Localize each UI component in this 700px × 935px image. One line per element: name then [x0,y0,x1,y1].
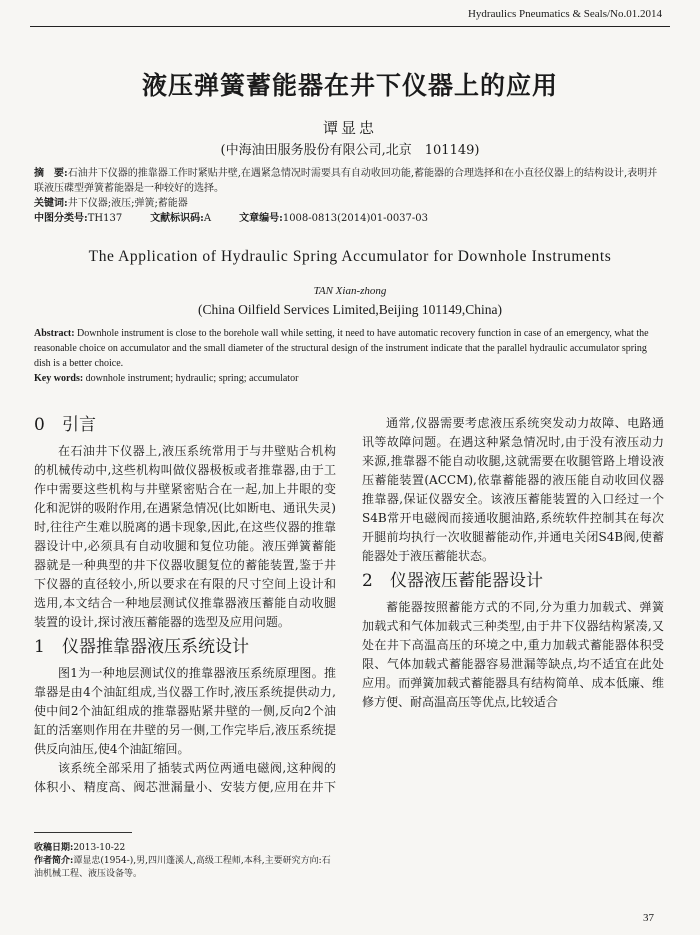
document-code [150,211,211,226]
received-date [34,842,336,855]
affiliation-english: (China Oilfield Services Limited,Beijing 101149,China) [198,302,502,317]
author-chinese: 谭显忠 [322,119,377,137]
section-1-paragraph-3: 通常,仪器需要考虑液压系统突发动力故障、电路通讯等故障问题。在遇这种紧急情况时,由于没有液压动力来源,推靠器不能自动收腿,这就需要在收腿管路上增设液压蓄能装置(ACCM),依靠蓄能器的液压能自动收回仪器推靠器,保证仪器安全。该液压蓄能装置的入口经过一个S4B常开电磁阀而接通收腿油路,系统软件控制其在每次开腿前均执行一次收腿蓄能动作,并通电关闭S4B阀,使蓄能器处于液压蓄能状态。 [362,416,664,563]
title-chinese: 液压弹簧蓄能器在井下仪器上的应用 [141,71,558,100]
left-column [34,412,336,797]
classification-line [34,211,664,226]
running-head: Hydraulics Pneumatics & Seals/No.01.2014 [467,8,662,20]
keywords-cn: 井下仪器;液压;弹簧;蓄能器 [67,198,188,209]
footnote [34,842,336,881]
article-no-value: 1008-0813(2014)01-0037-03 [282,213,429,224]
section-0-paragraph: 在石油井下仪器上,液压系统常用于与井壁贴合机构的机械传动中,这些机构叫做仪器极板或者推靠器,由于工作中需要这些机构与井壁紧密贴合在一起,加上井眼的变化和泥饼的吸附作用,在遇紧急情况(比如断电、通讯失灵)时,往往产生难以脱离的遇卡现象,因此,在这些仪器的推靠器设计中,必须具有自动收腿和复位功能。液压弹簧蓄能器就是一种典型的井下仪器收腿复位的蓄能装置,鉴于井下仪器的直径较小,所以要求在有限的尺寸空间上设计和选用,本文结合一种地层测试仪推靠器液压蓄能自动收腿装置的设计,探讨液压蓄能器的选型及应用问题。 [34,444,336,629]
received-value: 2013-10-22 [73,843,126,853]
clc-number [34,211,122,226]
affiliation-chinese: (中海油田服务股份有限公司,北京 101149) [220,143,480,158]
received-label: 收稿日期: [34,843,74,853]
section-1-number: 1 [34,637,45,657]
section-0-title: 引言 [62,415,96,435]
keywords-en-label: Key words: [34,373,84,384]
section-1-title: 仪器推靠器液压系统设计 [62,637,249,657]
title-english: The Application of Hydraulic Spring Accumulator for Downhole Instruments [88,248,612,265]
section-2-title: 仪器液压蓄能器设计 [390,571,543,591]
author-bio [34,855,336,881]
author-english: TAN Xian-zhong [313,285,387,297]
keywords-cn-label: 关键词: [34,198,68,209]
doc-code-value: A [203,213,212,224]
section-1-paragraph-1: 图1为一种地层测试仪的推靠器液压系统原理图。推靠器是由4个油缸组成,当仪器工作时,液压系统提供动力,使中间2个油缸组成的推靠器贴紧井壁的一侧,反向2个油缸的活塞则作用在井壁的另一侧,工作完毕后,液压系统提供反向油压,使4个油缸缩回。 [34,666,336,756]
abstract-cn-text: 石油井下仪器的推靠器工作时紧贴井壁,在遇紧急情况时需要具有自动收回功能,蓄能器的合理选择和在小直径仪器上的结构设计,表明并联液压碟型弹簧蓄能器是一种较好的选择。 [34,168,658,194]
keywords-cn-line [34,196,664,211]
page-number: 37 [643,912,654,924]
clc-value: TH137 [87,213,123,224]
abstract-en-text: Downhole instrument is close to the borehole wall while setting, it need to have automatic recovery function in case of an emergency, what the reasonable choice on accumulator and the small diameter of the structural design of the instrument indicate that the parallel hydraulic accumulator spring dish is a better choice. [34,328,649,369]
section-1-heading [34,634,336,660]
section-2-paragraph: 蓄能器按照蓄能方式的不同,分为重力加载式、弹簧加载式和气体加载式三种类型,由于井下仪器结构紧凑,又处在井下高温高压的环境之中,重力加载式蓄能器体积受限、气体加载式蓄能器容易泄漏等缺点,均不适宜在此处应用。而弹簧加载式蓄能器具有结构简单、成本低廉、维修方便、耐高温高压等优点,比较适合 [362,600,664,709]
doc-code-label: 文献标识码: [150,213,204,224]
section-2-heading [362,568,664,594]
abstract-cn-para [34,166,664,196]
section-2-number: 2 [362,571,373,591]
header-rule [30,26,670,27]
footnote-rule [34,832,132,833]
clc-label: 中图分类号: [34,213,88,224]
keywords-en: downhole instrument; hydraulic; spring; accumulator [85,373,299,384]
abstract-english [34,326,664,386]
abstract-en-para [34,326,664,371]
article-no-label: 文章编号: [239,213,283,224]
bio-label: 作者简介: [34,856,74,866]
bio-text: 谭显忠(1954-),男,四川蓬溪人,高级工程师,本科,主要研究方向:石油机械工程、液压设备等。 [34,856,331,879]
section-1-paragraph-2: 该系统全部采用了插装式两位两通电磁阀,这种阀的体积小、精度高、阀芯泄漏量小、安装方便,应用在井下 [34,761,336,794]
abstract-chinese [34,166,664,226]
abstract-en-label: Abstract: [34,328,75,339]
right-column [362,414,664,712]
keywords-en-line [34,371,664,386]
abstract-cn-label: 摘 要: [34,168,68,179]
section-0-heading [34,412,336,438]
article-number [239,211,428,226]
section-0-number: 0 [34,415,45,435]
